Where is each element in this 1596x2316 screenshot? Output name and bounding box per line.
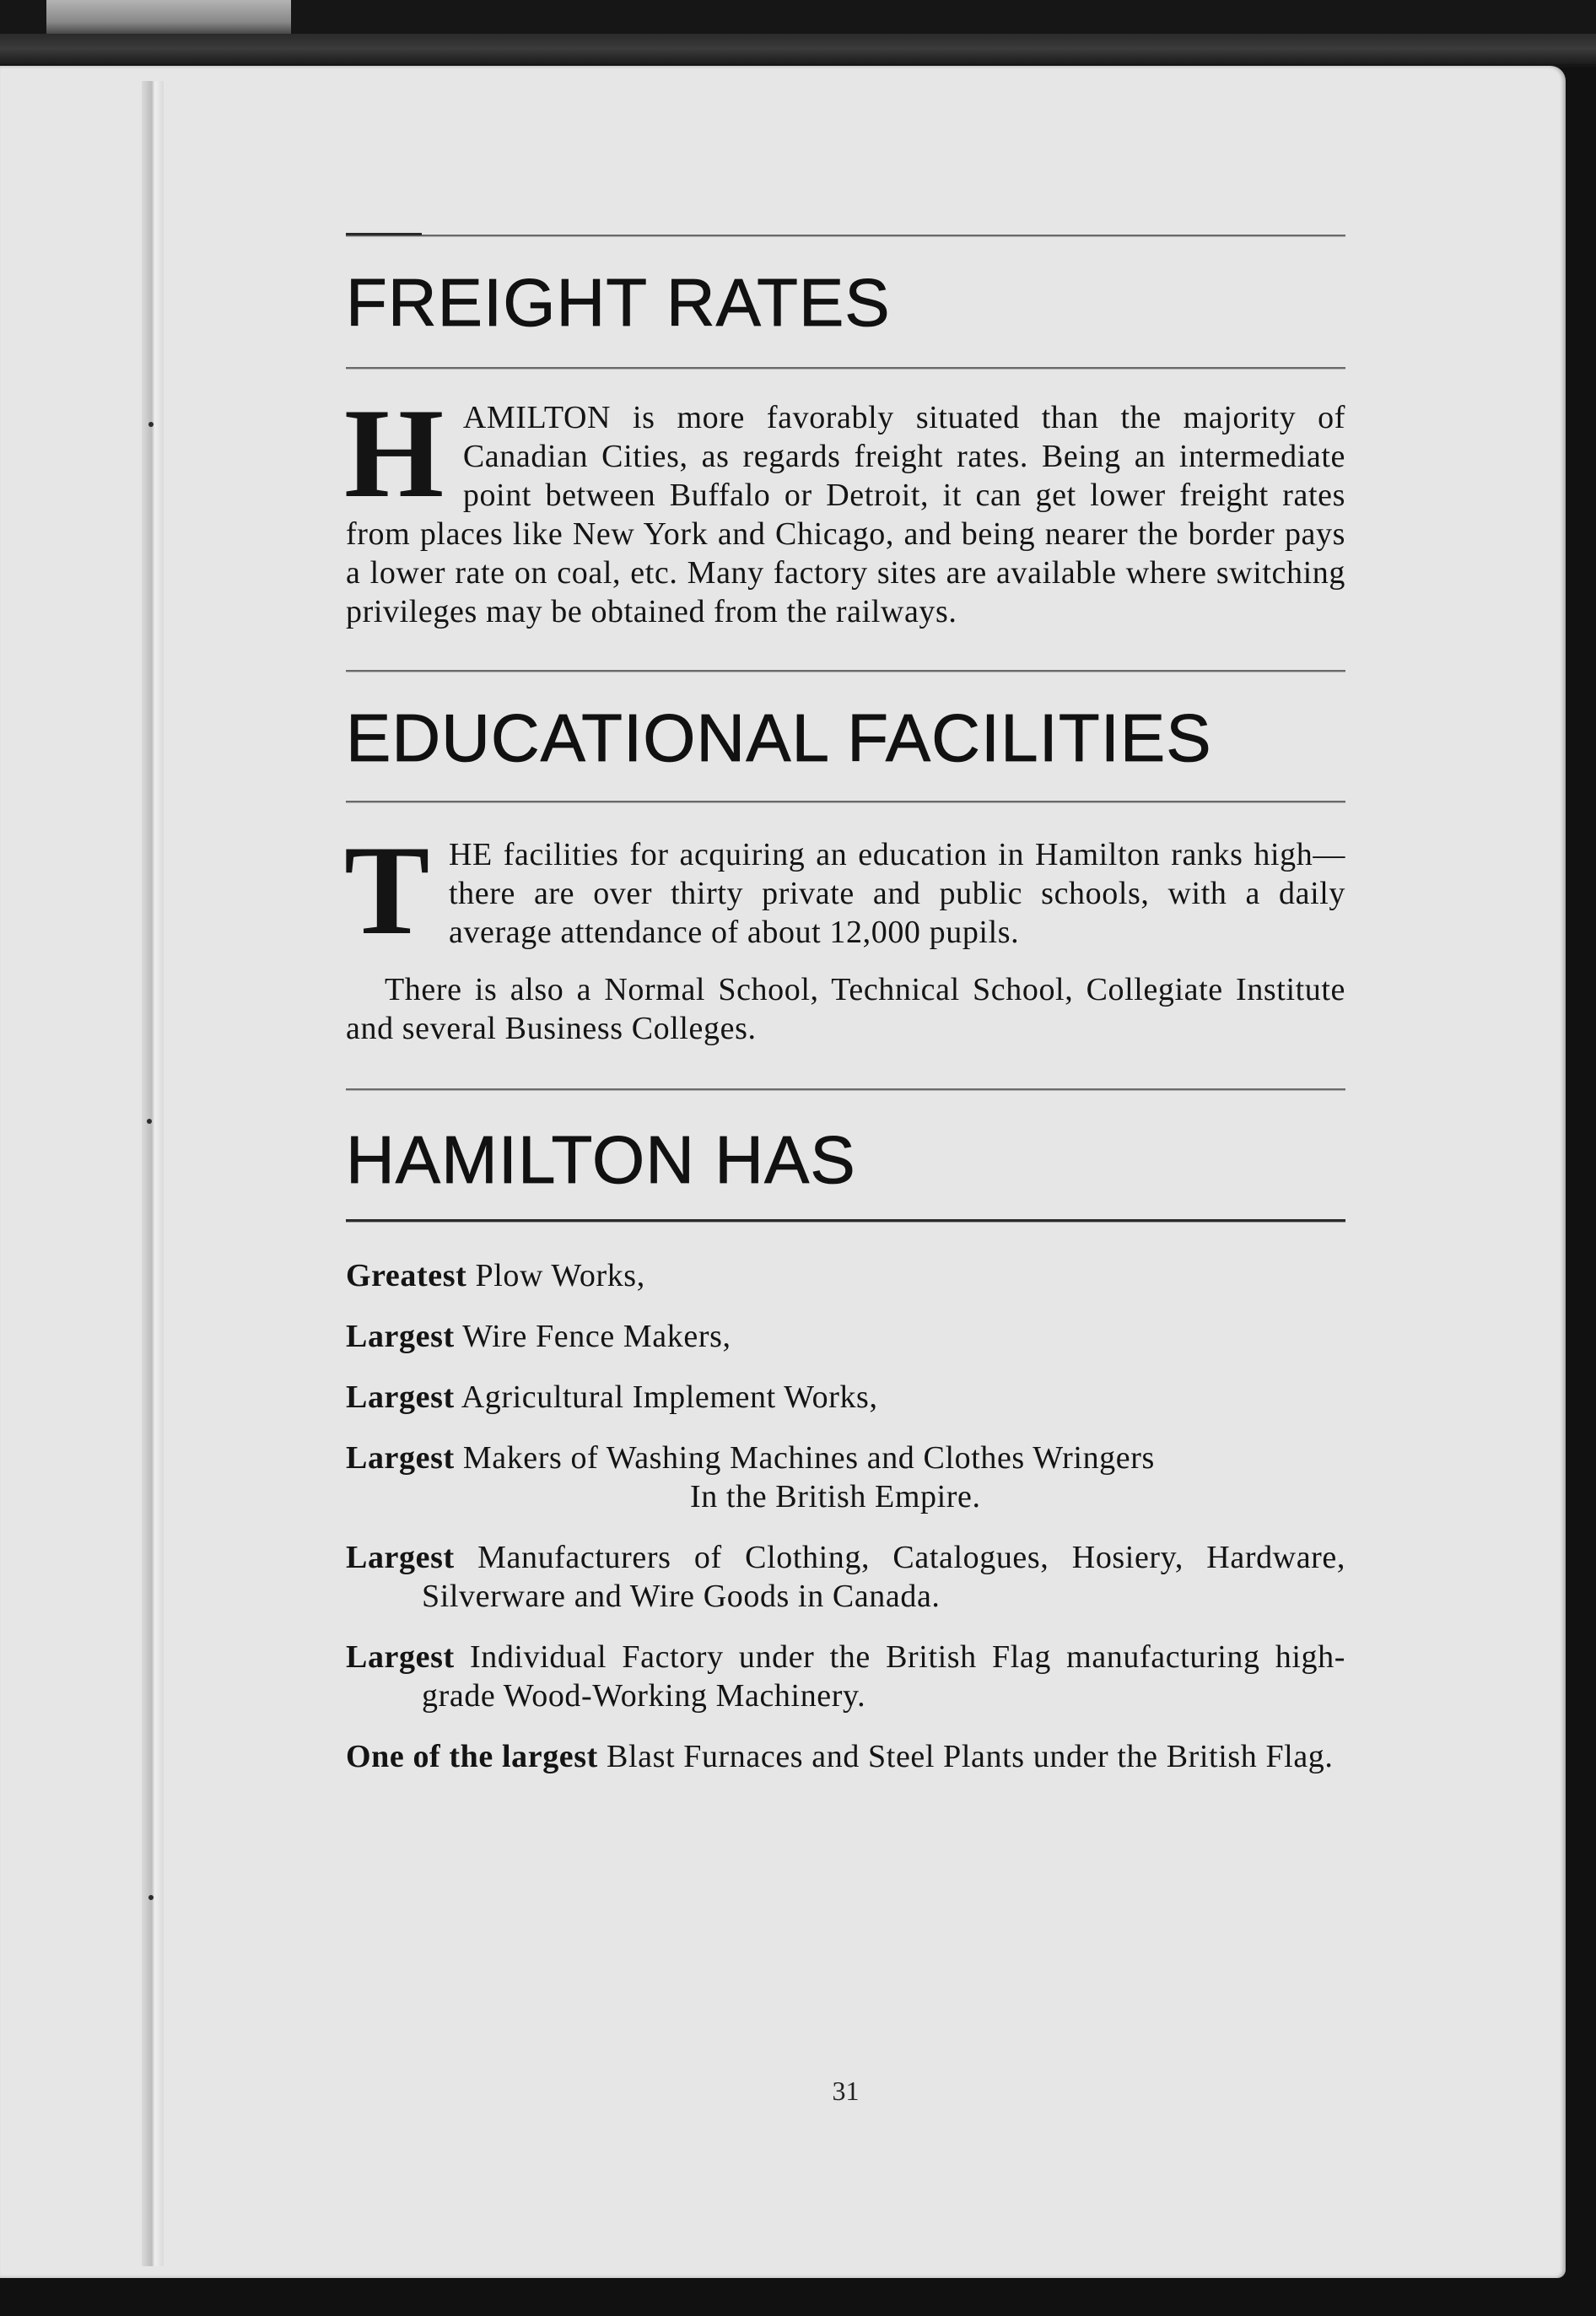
list-item-text: Makers of Washing Machines and Clothes Wringers [454,1440,1155,1476]
list-item-lead: Largest [346,1440,455,1476]
hamilton-has-heading: HAMILTON HAS [346,1122,856,1197]
book-page [0,66,1566,2278]
scan-binding-band [0,34,1596,64]
list-item [346,1638,1345,1715]
drop-cap-h: H [344,382,445,524]
list-item [346,1737,1345,1776]
list-item-text: Plow Works, [466,1258,645,1293]
list-item-lead: Greatest [346,1258,467,1293]
section-rule [346,235,1345,237]
list-item-continuation: In the British Empire. [690,1479,981,1514]
list-item-text: Agricultural Implement Works, [454,1379,878,1415]
list-item-lead: Largest [346,1319,455,1354]
freight-rates-paragraph [344,382,1345,631]
educational-facilities-paragraph [344,819,1345,961]
scan-top-border [0,0,1596,67]
list-item-text: Manufacturers of Clothing, Catalogues, Hosiery, Hardware, Silverware and Wire Goods in Canada. [422,1540,1345,1614]
list-item-lead: Largest [346,1639,455,1675]
page-number: 31 [832,2076,860,2106]
section-rule [346,670,1345,672]
educational-facilities-body: HE facilities for acquiring an education in Hamilton ranks high—there are over thirty private and public schools, with a daily average attendance of about 12,000 pupils. [448,837,1345,950]
section-rule [346,1219,1345,1223]
list-item-text: Blast Furnaces and Steel Plants under the British Flag. [597,1739,1334,1774]
list-item [346,1439,1345,1516]
section-rule [346,367,1345,370]
page-gutter-fold [142,81,164,2266]
educational-facilities-heading: EDUCATIONAL FACILITIES [346,700,1212,775]
freight-rates-heading: FREIGHT RATES [346,265,891,340]
educational-facilities-paragraph-2: There is also a Normal School, Technical School, Collegiate Institute and several Business Colleges. [346,972,1345,1046]
educational-facilities-section [346,670,1345,1048]
list-item [346,1378,1345,1417]
page-content [344,235,1345,2106]
list-item-lead: Largest [346,1379,455,1415]
drop-cap-t: T [344,819,430,961]
freight-rates-section [346,235,1345,631]
list-item-text: Individual Factory under the British Flag manufacturing high-grade Wood-Working Machinery. [422,1639,1345,1714]
list-item-lead: Largest [346,1540,455,1575]
freight-rates-body: AMILTON is more favorably situated than the majority of Canadian Cities, as regards freight rates. Being an intermediate point between Buffalo or Detroit, it can get lower freight rates from places like New York and Chicago, and being nearer the border pays a lower rate on coal, etc. Many factory sites are available where switching privileges may be obtained from the railways. [346,400,1345,629]
list-item [346,1538,1345,1616]
scan-speck [147,1119,152,1124]
hamilton-has-section [346,1088,1345,1776]
list-item [346,1317,1345,1356]
list-item-lead: One of the largest [346,1739,598,1774]
scan-speck [148,422,154,427]
list-item-text: Wire Fence Makers, [454,1319,731,1354]
section-rule [346,1088,1345,1091]
scan-speck [148,1895,154,1900]
hamilton-has-list [346,1256,1345,1776]
list-item [346,1256,1345,1295]
scan-paper-scrap [46,0,291,37]
section-rule [346,801,1345,803]
